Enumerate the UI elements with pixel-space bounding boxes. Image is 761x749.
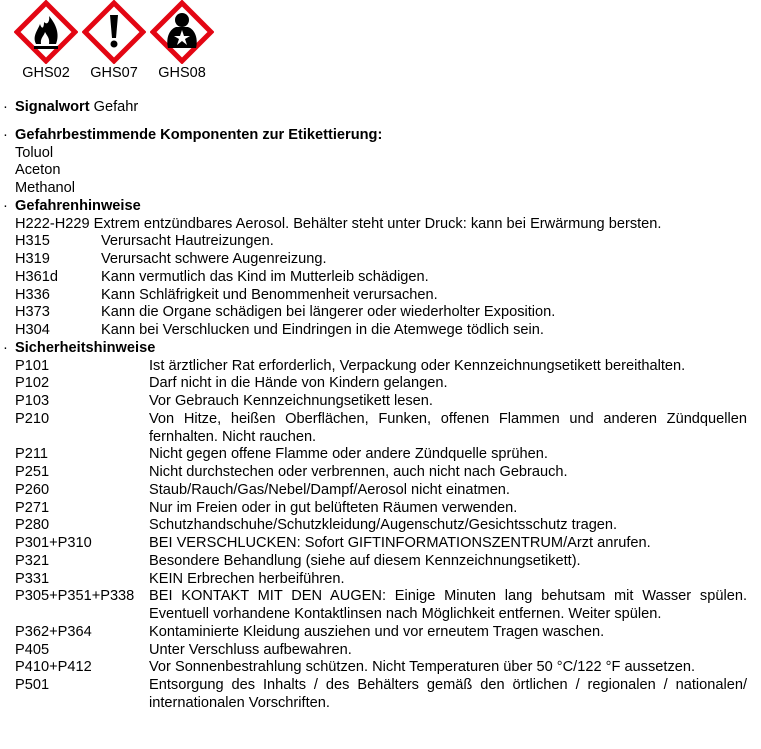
statement-text: Verursacht schwere Augenreizung. xyxy=(101,251,327,267)
statement-row xyxy=(0,500,761,518)
pictogram-ghs02 xyxy=(12,0,80,81)
statement-text: Ist ärztlicher Rat erforderlich, Verpackung oder Kennzeichnungsetikett bereithalten. xyxy=(149,357,686,374)
statement-row xyxy=(0,269,761,287)
component-item: Methanol xyxy=(15,180,76,196)
statement-row xyxy=(0,216,761,234)
health-hazard-icon xyxy=(150,0,214,64)
statement-text: Verursacht Hautreizungen. xyxy=(101,233,274,250)
statement-code: P251 xyxy=(15,464,50,480)
statement-code: H336 xyxy=(15,286,50,303)
signal-word-label: Signalwort xyxy=(15,99,90,115)
bullet: · xyxy=(3,99,8,115)
statement-text: Unter Verschluss aufbewahren. xyxy=(149,641,352,658)
signal-word xyxy=(0,99,761,117)
pictogram-ghs07 xyxy=(80,0,148,81)
precaution-heading: Sicherheitshinweise xyxy=(15,339,156,356)
statement-row xyxy=(0,571,761,589)
components-section xyxy=(0,127,761,198)
statement-text: Kontaminierte Kleidung ausziehen und vor erneutem Tragen waschen. xyxy=(149,623,605,640)
statement-code: P301+P310 xyxy=(15,535,92,551)
statement-text: BEI VERSCHLUCKEN: Sofort GIFTINFORMATIONSZENTRUM/Arzt anrufen. xyxy=(149,535,651,551)
statement-code: P362+P364 xyxy=(15,623,92,640)
statement-text: Extrem entzündbares Aerosol. Behälter steht unter Druck: kann bei Erwärmung bersten. xyxy=(93,215,662,232)
statement-text: Von Hitze, heißen Oberflächen, Funken, offenen Flammen und anderen Zündquellen fernhalten. Nicht rauchen. xyxy=(149,410,747,445)
statement-code: P331 xyxy=(15,570,50,587)
statement-code: P102 xyxy=(15,375,50,392)
statement-code: P271 xyxy=(15,499,50,516)
pictogram-label: GHS07 xyxy=(90,65,138,81)
statement-code: H304 xyxy=(15,322,50,338)
statement-row xyxy=(0,464,761,482)
statement-row xyxy=(0,659,761,677)
statement-code: H315 xyxy=(15,233,50,250)
statement-code: P211 xyxy=(15,446,48,463)
statement-row xyxy=(0,393,761,411)
statement-code: H361d xyxy=(15,268,59,285)
ghs-pictograms xyxy=(12,0,216,81)
pictogram-label: GHS02 xyxy=(22,65,70,81)
statement-row xyxy=(0,588,761,624)
statement-row xyxy=(0,553,761,571)
statement-row xyxy=(0,446,761,464)
statement-code: P501 xyxy=(15,677,50,693)
statement-code: P260 xyxy=(15,481,50,498)
statement-text: Staub/Rauch/Gas/Nebel/Dampf/Aerosol nicht einatmen. xyxy=(149,481,510,498)
statement-row xyxy=(0,233,761,251)
statement-text: Nicht gegen offene Flamme oder andere Zündquelle sprühen. xyxy=(149,446,548,463)
component-item: Toluol xyxy=(15,144,54,161)
statement-code: H319 xyxy=(15,251,50,267)
statement-row xyxy=(0,304,761,322)
pictogram-label: GHS08 xyxy=(158,65,206,81)
label-text xyxy=(0,99,761,713)
statement-text: KEIN Erbrechen herbeiführen. xyxy=(149,570,345,587)
statement-code: H222-H229 xyxy=(15,215,90,232)
statement-row xyxy=(0,677,761,713)
bullet: · xyxy=(3,339,8,356)
statement-row xyxy=(0,517,761,535)
hazard-statements xyxy=(0,198,761,340)
bullet: · xyxy=(3,197,8,214)
precautionary-statements xyxy=(0,340,761,713)
statement-row xyxy=(0,287,761,305)
statement-row xyxy=(0,322,761,340)
statement-code: P280 xyxy=(15,517,50,534)
statement-row xyxy=(0,411,761,447)
statement-text: Entsorgung des Inhalts / des Behälters gemäß den örtlichen / regionalen / nationalen/ internationalen Vorschriften. xyxy=(149,677,747,711)
signal-word-value: Gefahr xyxy=(93,99,139,115)
statement-text: BEI KONTAKT MIT DEN AUGEN: Einige Minuten lang behutsam mit Wasser spülen. Eventuell vorhandene Kontaktlinsen nach Möglichkeit entfernen. Weiter spülen. xyxy=(149,588,747,622)
statement-text: Vor Gebrauch Kennzeichnungsetikett lesen. xyxy=(149,393,433,409)
statement-row xyxy=(0,624,761,642)
statement-row xyxy=(0,535,761,553)
bullet: · xyxy=(3,126,8,143)
component-item: Aceton xyxy=(15,162,61,179)
components-heading: Gefahrbestimmende Komponenten zur Etikettierung: xyxy=(15,126,383,143)
statement-row xyxy=(0,251,761,269)
statement-text: Darf nicht in die Hände von Kindern gelangen. xyxy=(149,375,448,392)
statement-text: Nur im Freien oder in gut belüfteten Räumen verwenden. xyxy=(149,499,518,516)
statement-text: Kann bei Verschlucken und Eindringen in die Atemwege tödlich sein. xyxy=(101,322,544,338)
statement-code: P101 xyxy=(15,357,50,374)
statement-row xyxy=(0,642,761,660)
statement-text: Schutzhandschuhe/Schutzkleidung/Augenschutz/Gesichtsschutz tragen. xyxy=(149,517,618,534)
statement-row xyxy=(0,358,761,376)
pictogram-ghs08 xyxy=(148,0,216,81)
flame-icon xyxy=(14,0,78,64)
statement-text: Besondere Behandlung (siehe auf diesem Kennzeichnungsetikett). xyxy=(149,552,581,569)
statement-code: P103 xyxy=(15,393,50,409)
exclamation-icon xyxy=(82,0,146,64)
statement-code: P321 xyxy=(15,552,50,569)
statement-code: P305+P351+P338 xyxy=(15,588,135,605)
statement-text: Kann die Organe schädigen bei längerer oder wiederholter Exposition. xyxy=(101,304,556,321)
statement-code: P405 xyxy=(15,641,50,658)
statement-text: Vor Sonnenbestrahlung schützen. Nicht Temperaturen über 50 °C/122 °F aussetzen. xyxy=(149,659,696,676)
statement-code: P210 xyxy=(15,410,50,427)
statement-text: Kann Schläfrigkeit und Benommenheit verursachen. xyxy=(101,286,438,303)
statement-code: P410+P412 xyxy=(15,659,92,676)
statement-text: Kann vermutlich das Kind im Mutterleib schädigen. xyxy=(101,268,429,285)
statement-text: Nicht durchstechen oder verbrennen, auch nicht nach Gebrauch. xyxy=(149,464,568,480)
statement-row xyxy=(0,482,761,500)
hazard-heading: Gefahrenhinweise xyxy=(15,197,141,214)
statement-row xyxy=(0,375,761,393)
statement-code: H373 xyxy=(15,304,50,321)
